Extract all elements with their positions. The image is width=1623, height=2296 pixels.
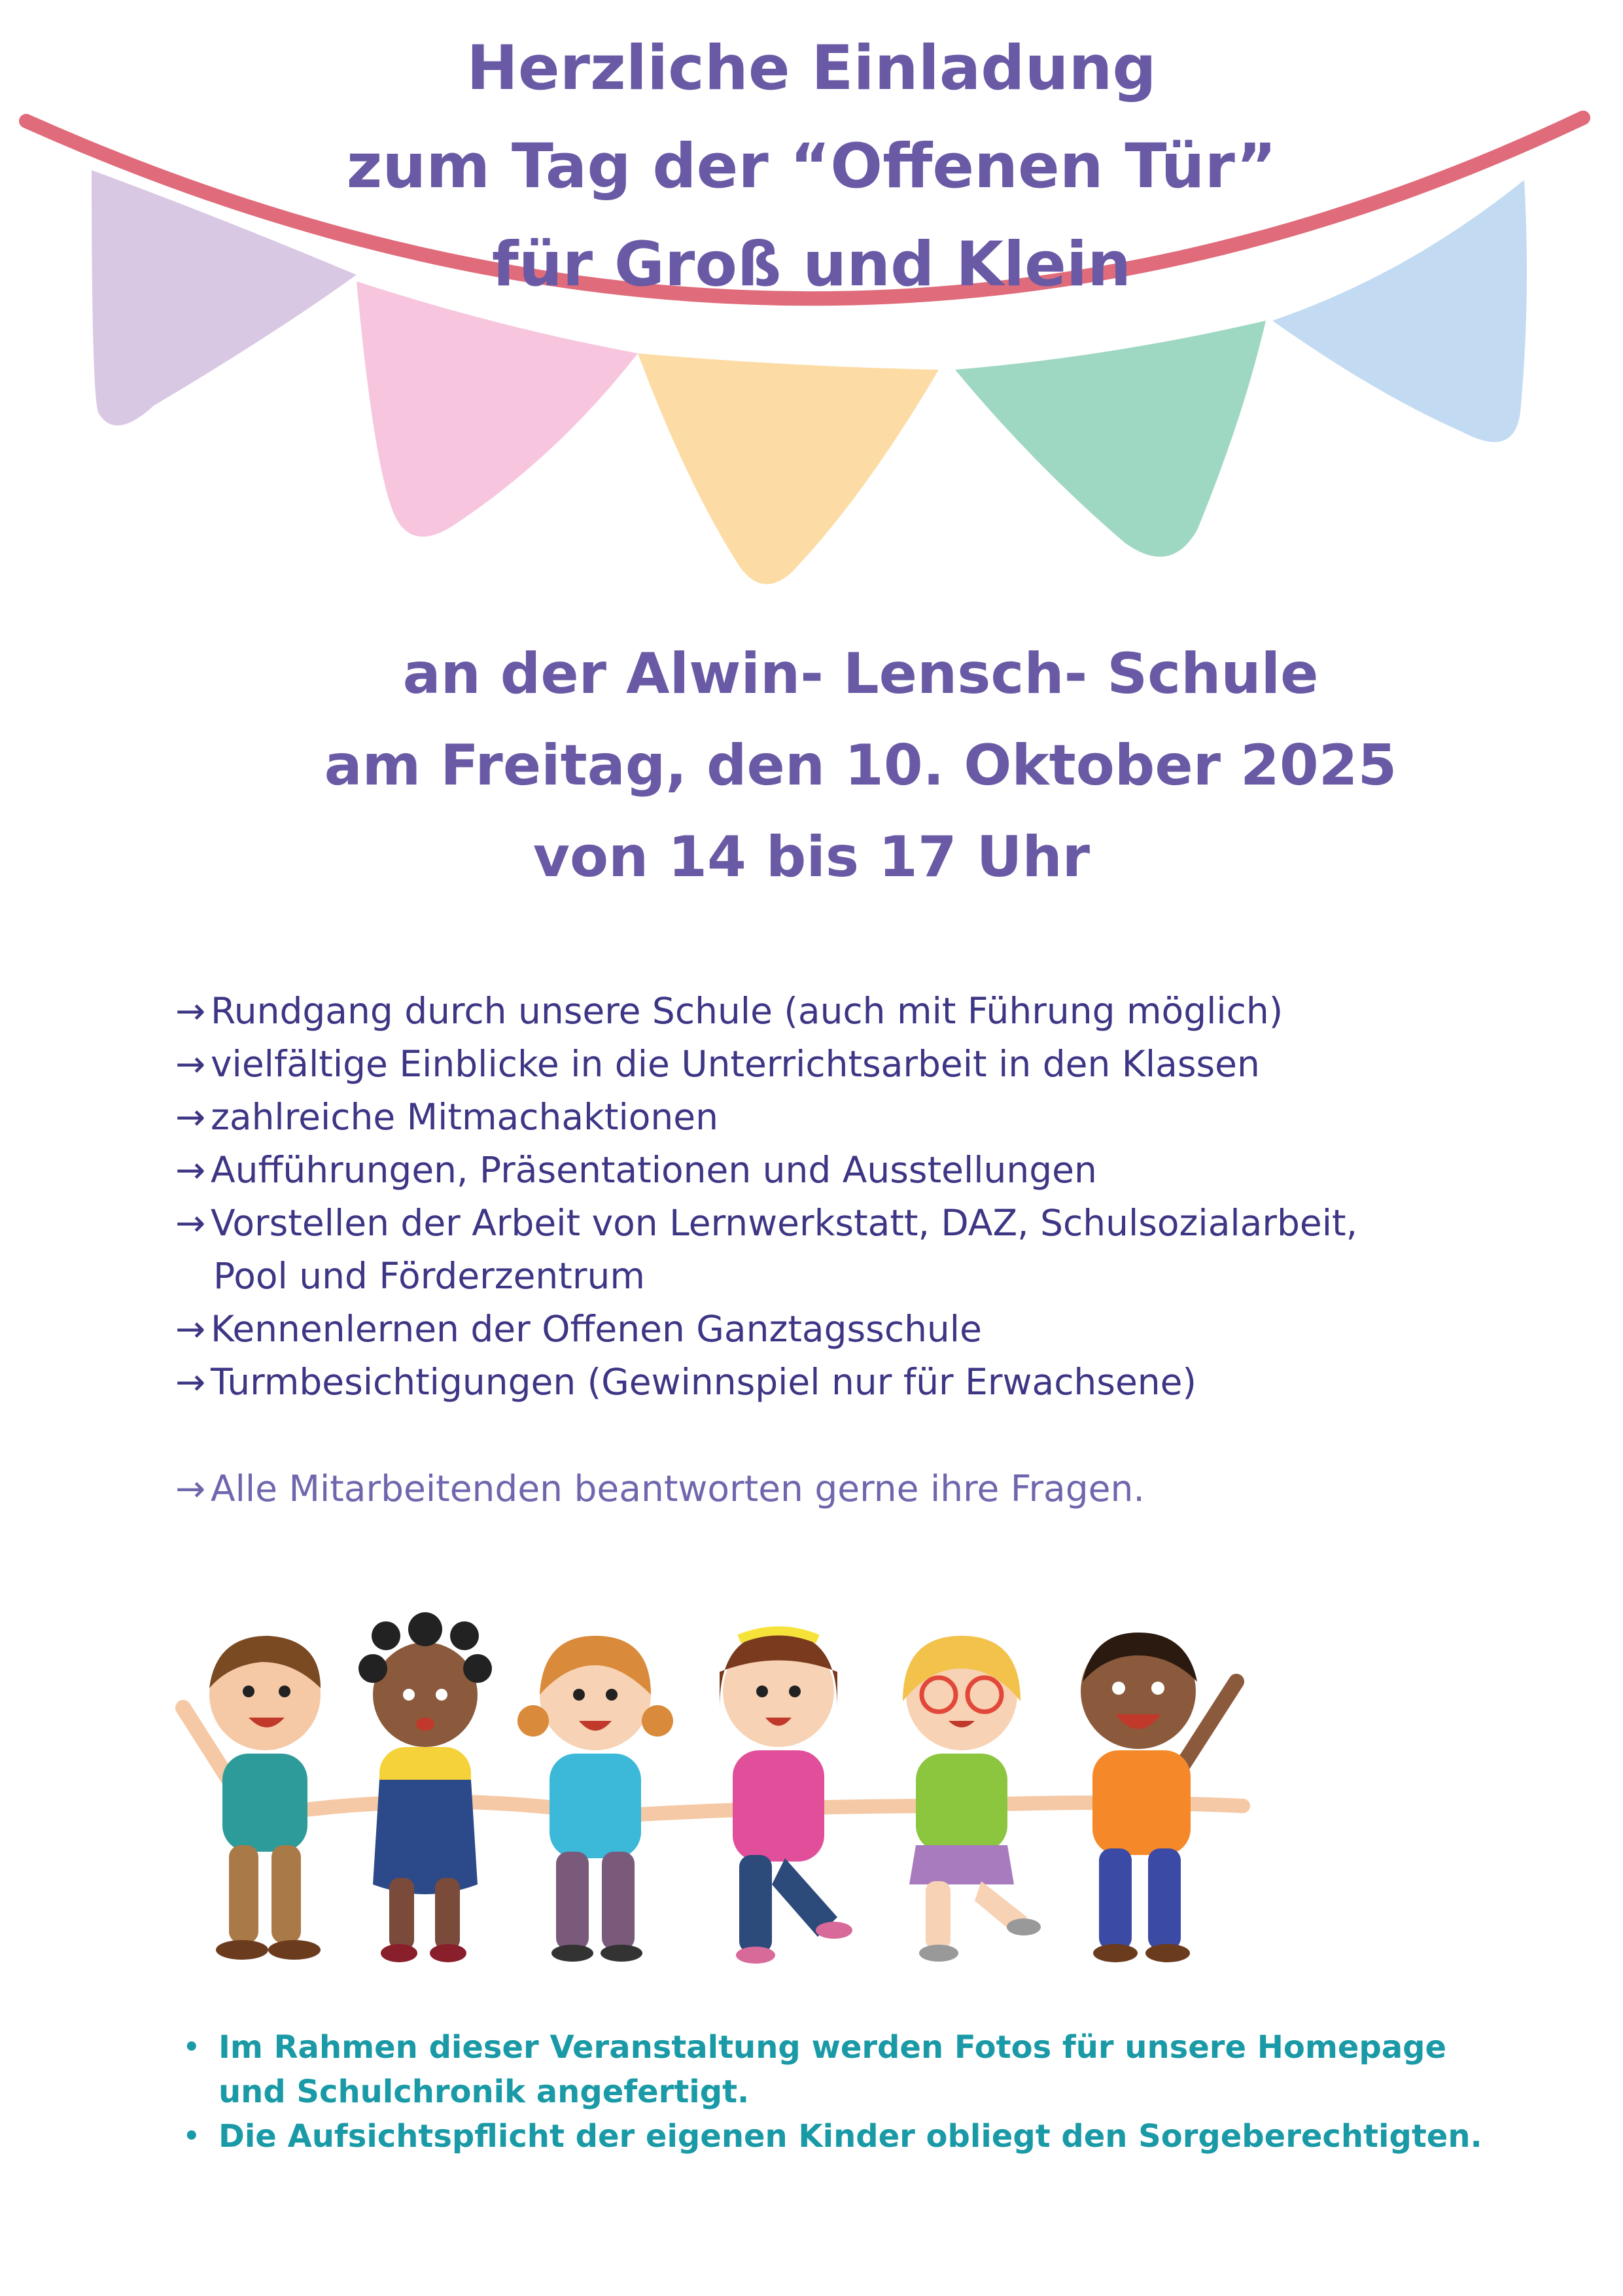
- bullet-icon: •: [183, 2121, 200, 2151]
- kid-2: [358, 1612, 492, 1962]
- flag-yellow: [638, 353, 939, 584]
- title-line-1: Herzliche Einladung: [466, 33, 1157, 104]
- event-location: an der Alwin- Lensch- Schule: [402, 641, 1319, 707]
- staff-note: → Alle Mitarbeitenden beantworten gerne ihre Fragen.: [175, 1462, 1549, 1515]
- list-item: → Vorstellen der Arbeit von Lernwerkstatt, DAZ, Schulsozialarbeit,: [175, 1197, 1549, 1250]
- list-item-continuation: Pool und Förderzentrum: [213, 1255, 645, 1297]
- notice-text: Im Rahmen dieser Veranstaltung werden Fotos für unsere Homepage: [218, 2029, 1447, 2066]
- notice-item: [175, 2025, 1549, 2114]
- event-details: [0, 628, 1623, 903]
- arrow-icon: →: [175, 1096, 206, 1138]
- arrow-icon: →: [175, 1149, 206, 1191]
- list-item: → Aufführungen, Präsentationen und Ausstellungen: [175, 1144, 1549, 1197]
- program-list: [175, 985, 1549, 1515]
- notice-item: [175, 2114, 1549, 2159]
- title-line-3: für Groß und Klein: [491, 229, 1132, 300]
- arrow-icon: →: [175, 1043, 206, 1085]
- event-date: am Freitag, den 10. Oktober 2025: [324, 733, 1397, 798]
- bullet-icon: •: [183, 2032, 200, 2062]
- list-item: → Kennenlernen der Offenen Ganztagsschule: [175, 1303, 1549, 1356]
- notice-text: Die Aufsichtspflicht der eigenen Kinder obliegt den Sorgeberechtigten.: [218, 2118, 1482, 2155]
- arrow-icon: →: [175, 990, 206, 1032]
- event-time: von 14 bis 17 Uhr: [532, 824, 1091, 890]
- list-item: → Turmbesichtigungen (Gewinnspiel nur für Erwachsene): [175, 1356, 1549, 1409]
- kid-3: [517, 1636, 673, 1962]
- list-item: → Rundgang durch unsere Schule (auch mit Führung möglich): [175, 985, 1549, 1038]
- arrow-icon: →: [175, 1202, 206, 1244]
- list-item: → vielfältige Einblicke in die Unterrichtsarbeit in den Klassen: [175, 1038, 1549, 1091]
- invitation-title: [0, 20, 1623, 314]
- kid-4: [720, 1631, 852, 1964]
- kid-6: [1081, 1633, 1236, 1962]
- title-line-2: zum Tag der “Offenen Tür”: [346, 131, 1277, 202]
- notices: [175, 2025, 1549, 2159]
- kid-1: [183, 1636, 321, 1960]
- list-item: → zahlreiche Mitmachaktionen: [175, 1091, 1549, 1144]
- arrow-icon: →: [175, 1361, 206, 1403]
- arrow-icon: →: [175, 1308, 206, 1350]
- children-holding-hands-illustration: [157, 1610, 1374, 1976]
- flag-green: [955, 321, 1266, 557]
- notice-text-continuation: und Schulchronik angefertigt.: [218, 2074, 750, 2110]
- arrow-icon: →: [175, 1468, 206, 1510]
- flag-pink: [357, 281, 638, 537]
